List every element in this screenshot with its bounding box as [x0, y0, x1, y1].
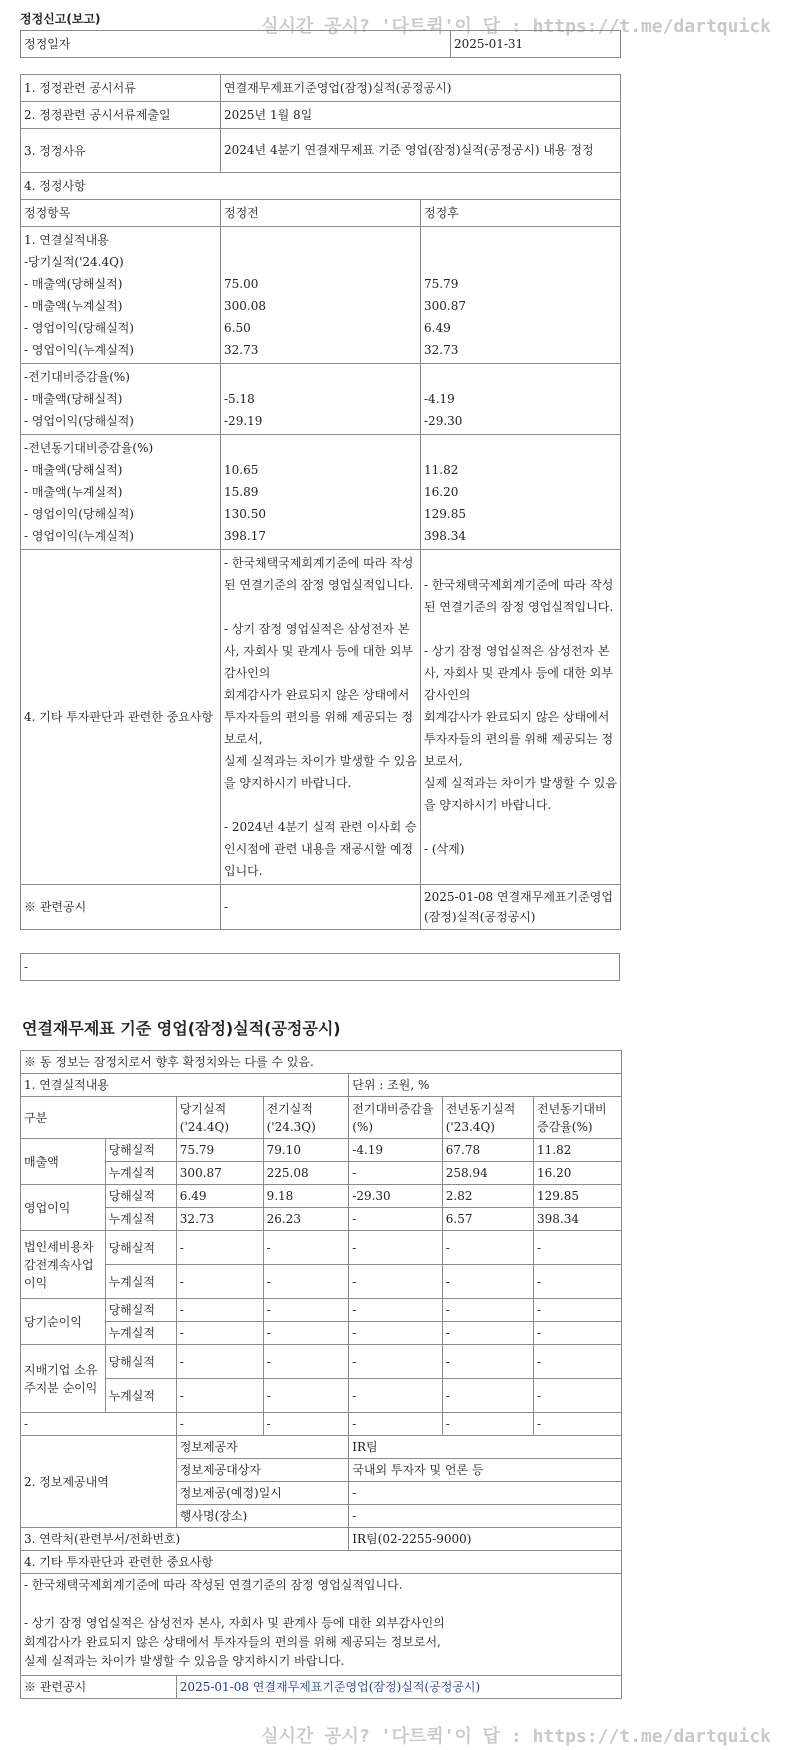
- other-label: 4. 기타 투자판단과 관련한 중요사항: [21, 550, 221, 885]
- sub-cum: 누계실적: [105, 1265, 176, 1299]
- row-name: 매출액: [21, 1139, 106, 1185]
- perf-label: 1. 연결실적내용: [21, 1074, 349, 1097]
- row-label: - 영업이익(당해실적): [24, 414, 134, 428]
- cell: -: [349, 1162, 442, 1185]
- group2-labels: [21, 364, 221, 435]
- row-label: - 영업이익(당해실적): [24, 321, 134, 335]
- cell: -: [349, 1322, 442, 1345]
- cell: 32.73: [176, 1208, 263, 1231]
- cell: 79.10: [263, 1139, 349, 1162]
- section2-title: 연결재무제표 기준 영업(잠정)실적(공정공시): [22, 1019, 341, 1038]
- correction-date-value: 2025-01-31: [451, 31, 621, 58]
- provision-item-label: 행사명(장소): [176, 1505, 348, 1528]
- col-current: 당기실적 ('24.4Q): [176, 1097, 263, 1139]
- group1-labels: [21, 227, 221, 364]
- cell: -: [263, 1265, 349, 1299]
- before-value: 75.00: [224, 277, 259, 291]
- cell: -: [534, 1379, 622, 1413]
- provision-label: 2. 정보제공내역: [21, 1436, 177, 1528]
- provision-item-value: 국내외 투자자 및 언론 등: [349, 1459, 622, 1482]
- sub-current: 당해실적: [105, 1231, 176, 1265]
- after-value: 300.87: [424, 299, 466, 313]
- watermark-top: 실시간 공시? '다트퀵'이 답 : https://t.me/dartquick: [261, 16, 771, 37]
- related2-label: ※ 관련공시: [21, 1676, 177, 1699]
- cell: -: [534, 1299, 622, 1322]
- row-label: - 매출액(당해실적): [24, 392, 123, 406]
- cell: -: [176, 1379, 263, 1413]
- cell: 398.34: [534, 1208, 622, 1231]
- cell: 6.49: [176, 1185, 263, 1208]
- provision-item-label: 정보제공자: [176, 1436, 348, 1459]
- row-name: 지배기업 소유주지분 순이익: [21, 1345, 106, 1413]
- after-value: 129.85: [424, 507, 466, 521]
- row-label: - 매출액(누계실적): [24, 485, 123, 499]
- cell: -4.19: [349, 1139, 442, 1162]
- sub-current: 당해실적: [105, 1345, 176, 1379]
- sub-current: 당해실적: [105, 1299, 176, 1322]
- before-value: -29.19: [224, 414, 263, 428]
- cell: 2.82: [442, 1185, 533, 1208]
- cell: -: [349, 1208, 442, 1231]
- before-value: 398.17: [224, 529, 266, 543]
- cell: 225.08: [263, 1162, 349, 1185]
- cell: -: [349, 1413, 442, 1436]
- cell: -: [534, 1265, 622, 1299]
- cell: -: [442, 1345, 533, 1379]
- cell: -: [534, 1345, 622, 1379]
- cell: 67.78: [442, 1139, 533, 1162]
- group1-after: [421, 227, 621, 364]
- blank-box: [20, 953, 620, 981]
- col-prev: 전기실적 ('24.3Q): [263, 1097, 349, 1139]
- cell: -: [176, 1345, 263, 1379]
- related-label: ※ 관련공시: [21, 885, 221, 930]
- cell: -: [349, 1299, 442, 1322]
- sub-cum: 누계실적: [105, 1322, 176, 1345]
- group3-labels: [21, 435, 221, 550]
- row-name: 법인세비용차감전계속사업이익: [21, 1231, 106, 1299]
- cell: -: [534, 1413, 622, 1436]
- group1-before: [221, 227, 421, 364]
- cell: -: [534, 1322, 622, 1345]
- cell: -: [176, 1322, 263, 1345]
- row-label: - 매출액(누계실적): [24, 299, 123, 313]
- sub-cum: 누계실적: [105, 1208, 176, 1231]
- row-label: - 매출액(당해실적): [24, 463, 123, 477]
- cell: -: [263, 1322, 349, 1345]
- col-qoq: 전기대비증감율(%): [349, 1097, 442, 1139]
- related-before: -: [221, 885, 421, 930]
- section4-label: 4. 정정사항: [21, 173, 621, 200]
- group-sub: -전기대비증감율(%): [24, 370, 130, 384]
- cell: -: [176, 1299, 263, 1322]
- provision-item-label: 정보제공(예정)일시: [176, 1482, 348, 1505]
- cell: -: [442, 1231, 533, 1265]
- cell: -: [263, 1345, 349, 1379]
- other-before: - 한국채택국제회계기준에 따라 작성된 연결기준의 잠정 영업실적입니다. - 상기 잠정 영업실적은 삼성전자 본사, 자회사 및 관계사 등에 대한 외부감사인의 회계감사가 완료되지 않은 상태에서 투자자들의 편의를 위해 제공되는 정보로서, 실제 실적과는 차이가 발생할 수 있음을 양지하시기 바랍니다. - 2024년 4분기 실적 관련 이사회 승인시점에 관련 내용을 재공시할 예정입니다.: [221, 550, 421, 885]
- after-value: -4.19: [424, 392, 455, 406]
- info-label: 1. 정정관련 공시서류: [21, 75, 221, 102]
- group3-after: [421, 435, 621, 550]
- cell: -: [349, 1231, 442, 1265]
- related-after: 2025-01-08 연결재무제표기준영업(잠정)실적(공정공시): [421, 885, 621, 930]
- watermark-bottom: 실시간 공시? '다트퀵'이 답 : https://t.me/dartquick: [261, 1726, 771, 1747]
- cell: -: [263, 1231, 349, 1265]
- cell: -: [442, 1299, 533, 1322]
- before-value: 130.50: [224, 507, 266, 521]
- cell: -: [263, 1299, 349, 1322]
- sub-cum: 누계실적: [105, 1162, 176, 1185]
- performance-table: [20, 1050, 622, 1699]
- cell: 16.20: [534, 1162, 622, 1185]
- before-value: 10.65: [224, 463, 259, 477]
- before-value: 6.50: [224, 321, 251, 335]
- cell: -: [349, 1345, 442, 1379]
- row-label: - 매출액(당해실적): [24, 277, 123, 291]
- info-value: 연결재무제표기준영업(잠정)실적(공정공시): [221, 75, 621, 102]
- after-value: 16.20: [424, 485, 459, 499]
- correction-table: [20, 74, 621, 930]
- col-header: 정정항목: [21, 200, 221, 227]
- cell: 26.23: [263, 1208, 349, 1231]
- cell: -: [534, 1231, 622, 1265]
- row-label: - 영업이익(누계실적): [24, 343, 134, 357]
- cell: 129.85: [534, 1185, 622, 1208]
- provision-item-value: -: [349, 1505, 622, 1528]
- cell: -: [442, 1265, 533, 1299]
- info-label: 2. 정정관련 공시서류제출일: [21, 102, 221, 129]
- before-value: 32.73: [224, 343, 259, 357]
- group-sub: -전년동기대비증감율(%): [24, 441, 154, 455]
- unit: 단위 : 조원, %: [349, 1074, 622, 1097]
- after-value: 11.82: [424, 463, 459, 477]
- contact-value: IR팀(02-2255-9000): [349, 1528, 622, 1551]
- before-value: 15.89: [224, 485, 259, 499]
- after-value: 32.73: [424, 343, 459, 357]
- info-value: 2025년 1월 8일: [221, 102, 621, 129]
- other-after: - 한국채택국제회계기준에 따라 작성된 연결기준의 잠정 영업실적입니다. - 상기 잠정 영업실적은 삼성전자 본사, 자회사 및 관계사 등에 대한 외부감사인의 회계감사가 완료되지 않은 상태에서 투자자들의 편의를 위해 제공되는 정보로서, 실제 실적과는 차이가 발생할 수 있음을 양지하시기 바랍니다. - (삭제): [421, 550, 621, 885]
- after-value: -29.30: [424, 414, 463, 428]
- info-value: 2024년 4분기 연결재무제표 기준 영업(잠정)실적(공정공시) 내용 정정: [221, 129, 621, 173]
- header-title: 정정신고(보고): [20, 12, 101, 26]
- row-name: 영업이익: [21, 1185, 106, 1231]
- group-title: 1. 연결실적내용: [24, 233, 109, 247]
- cell: -: [263, 1413, 349, 1436]
- row-label: - 영업이익(누계실적): [24, 529, 134, 543]
- provision-item-value: -: [349, 1482, 622, 1505]
- info-label: 3. 정정사유: [21, 129, 221, 173]
- group2-after: [421, 364, 621, 435]
- group3-before: [221, 435, 421, 550]
- cell: -: [442, 1379, 533, 1413]
- col-header: 정정전: [221, 200, 421, 227]
- cell: 75.79: [176, 1139, 263, 1162]
- provision-item-value: IR팀: [349, 1436, 622, 1459]
- col-yoy: 전년동기대비증감율(%): [534, 1097, 622, 1139]
- sub-cum: 누계실적: [105, 1379, 176, 1413]
- col-gubun: 구분: [21, 1097, 177, 1139]
- group-sub: -당기실적('24.4Q): [24, 255, 124, 269]
- contact-label: 3. 연락처(관련부서/전화번호): [21, 1528, 349, 1551]
- cell: -29.30: [349, 1185, 442, 1208]
- cell: 258.94: [442, 1162, 533, 1185]
- cell: 6.57: [442, 1208, 533, 1231]
- other2-text: - 한국채택국제회계기준에 따라 작성된 연결기준의 잠정 영업실적입니다. - 상기 잠정 영업실적은 삼성전자 본사, 자회사 및 관계사 등에 대한 외부감사인의 회계감사가 완료되지 않은 상태에서 투자자들의 편의를 위해 제공되는 정보로서, 실제 실적과는 차이가 발생할 수 있음을 양지하시기 바랍니다.: [21, 1574, 622, 1676]
- correction-date-label: 정정일자: [21, 31, 451, 58]
- row-name: 당기순이익: [21, 1299, 106, 1345]
- cell: -: [349, 1265, 442, 1299]
- note: ※ 동 정보는 잠정치로서 향후 확정치와는 다를 수 있음.: [21, 1051, 622, 1074]
- cell: -: [176, 1265, 263, 1299]
- sub-current: 당해실적: [105, 1139, 176, 1162]
- after-value: 398.34: [424, 529, 466, 543]
- cell: 11.82: [534, 1139, 622, 1162]
- after-value: 6.49: [424, 321, 451, 335]
- after-value: 75.79: [424, 277, 459, 291]
- cell: -: [21, 1413, 177, 1436]
- cell: -: [442, 1413, 533, 1436]
- blank-box-text: -: [21, 954, 620, 981]
- cell: -: [176, 1413, 263, 1436]
- row-label: - 영업이익(당해실적): [24, 507, 134, 521]
- before-value: -5.18: [224, 392, 255, 406]
- cell: -: [176, 1231, 263, 1265]
- related2-link[interactable]: 2025-01-08 연결재무제표기준영업(잠정)실적(공정공시): [176, 1676, 621, 1699]
- before-value: 300.08: [224, 299, 266, 313]
- col-header: 정정후: [421, 200, 621, 227]
- correction-date-table: [20, 30, 621, 58]
- cell: -: [349, 1379, 442, 1413]
- cell: 300.87: [176, 1162, 263, 1185]
- sub-current: 당해실적: [105, 1185, 176, 1208]
- cell: -: [442, 1322, 533, 1345]
- other2-label: 4. 기타 투자판단과 관련한 중요사항: [21, 1551, 622, 1574]
- cell: 9.18: [263, 1185, 349, 1208]
- group2-before: [221, 364, 421, 435]
- col-yoy-val: 전년동기실적 ('23.4Q): [442, 1097, 533, 1139]
- provision-item-label: 정보제공대상자: [176, 1459, 348, 1482]
- cell: -: [263, 1379, 349, 1413]
